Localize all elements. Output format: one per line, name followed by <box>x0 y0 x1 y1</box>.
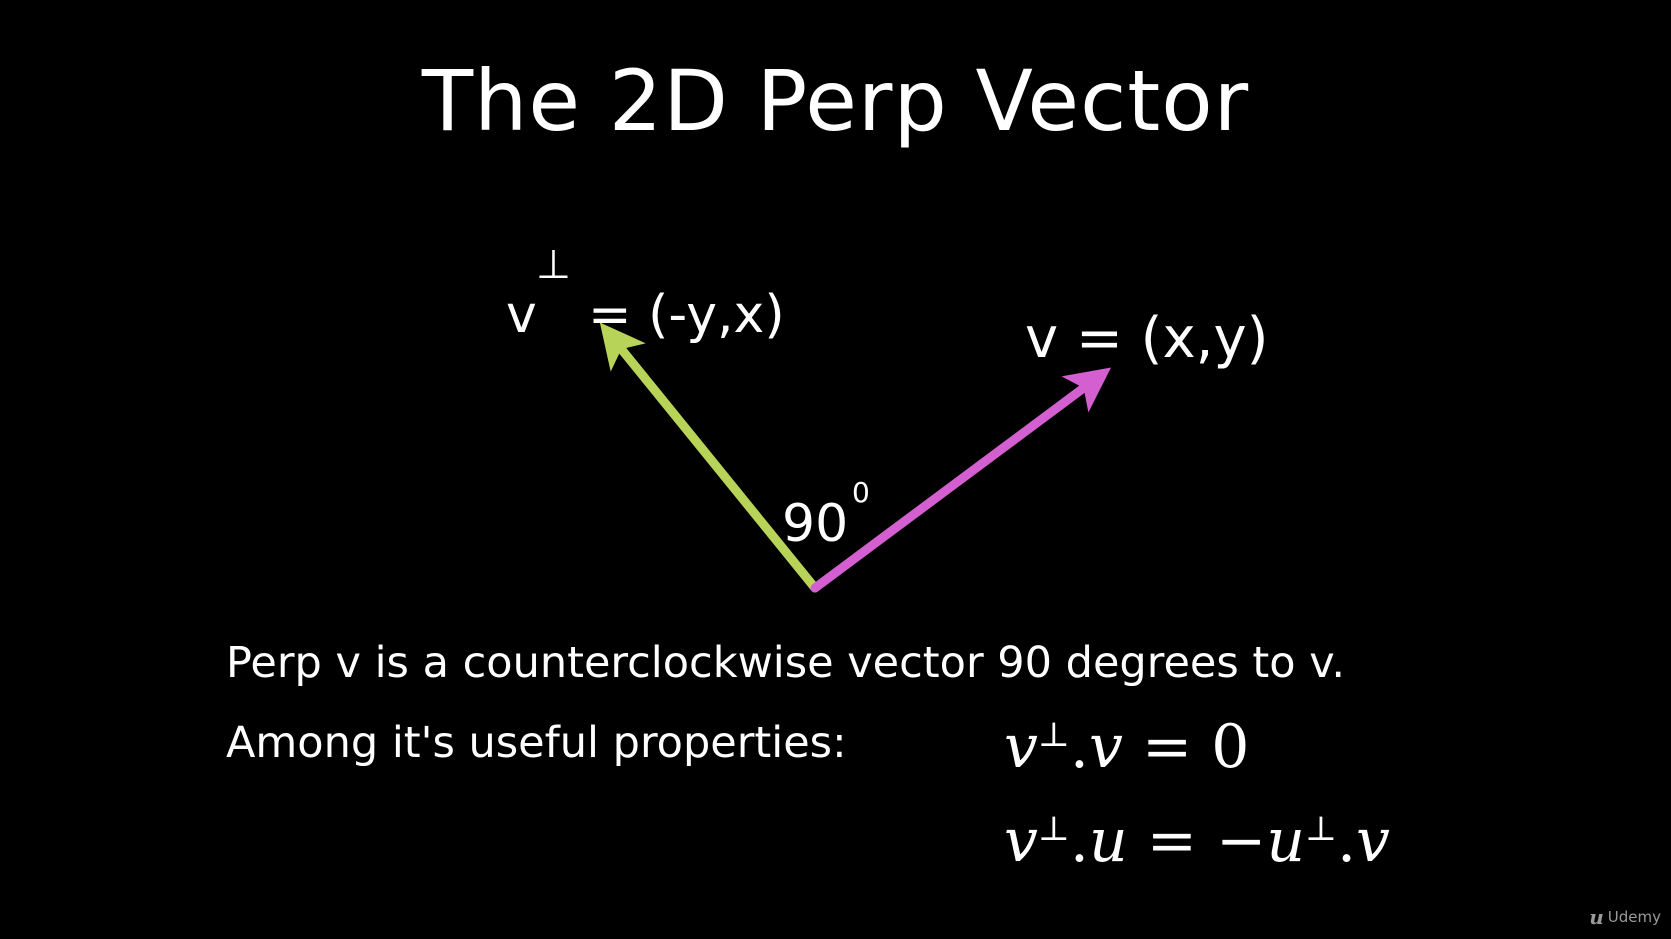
equals-sign: = <box>1127 806 1217 876</box>
math-var-v: v <box>1004 806 1038 876</box>
udemy-logo-icon: u <box>1589 905 1604 929</box>
math-var-v: v <box>1088 712 1123 782</box>
math-var-u: u <box>1088 806 1128 876</box>
angle-degree-sup: 0 <box>852 476 870 509</box>
property-equation-2 <box>1004 806 1390 876</box>
perp-label-formula: = (-y,x) <box>588 285 785 345</box>
udemy-watermark <box>1589 905 1661 929</box>
property-equation-1 <box>1004 712 1249 782</box>
perp-symbol: ⊥ <box>536 242 571 288</box>
perp-label-v: v <box>506 285 537 345</box>
perp-symbol: ⊥ <box>1304 809 1337 849</box>
slide-title: The 2D Perp Vector <box>421 52 1250 150</box>
perp-symbol: ⊥ <box>1037 809 1070 849</box>
math-var-v: v <box>1004 712 1038 782</box>
watermark-text: Udemy <box>1607 908 1661 926</box>
math-zero: 0 <box>1211 712 1250 782</box>
description-line-2: Among it's useful properties: <box>226 718 847 768</box>
minus-sign: − <box>1216 806 1267 876</box>
dot-operator: . <box>1069 712 1089 782</box>
description-line-1: Perp v is a counterclockwise vector 90 degrees to v. <box>226 638 1346 688</box>
v-label: v = (x,y) <box>1025 306 1269 371</box>
dot-operator: . <box>1069 806 1089 876</box>
math-var-v: v <box>1356 806 1390 876</box>
perp-symbol: ⊥ <box>1037 715 1070 755</box>
angle-label: 90 <box>782 494 849 554</box>
math-var-u: u <box>1266 806 1305 876</box>
equals-sign: = <box>1122 712 1212 782</box>
dot-operator: . <box>1336 806 1357 876</box>
